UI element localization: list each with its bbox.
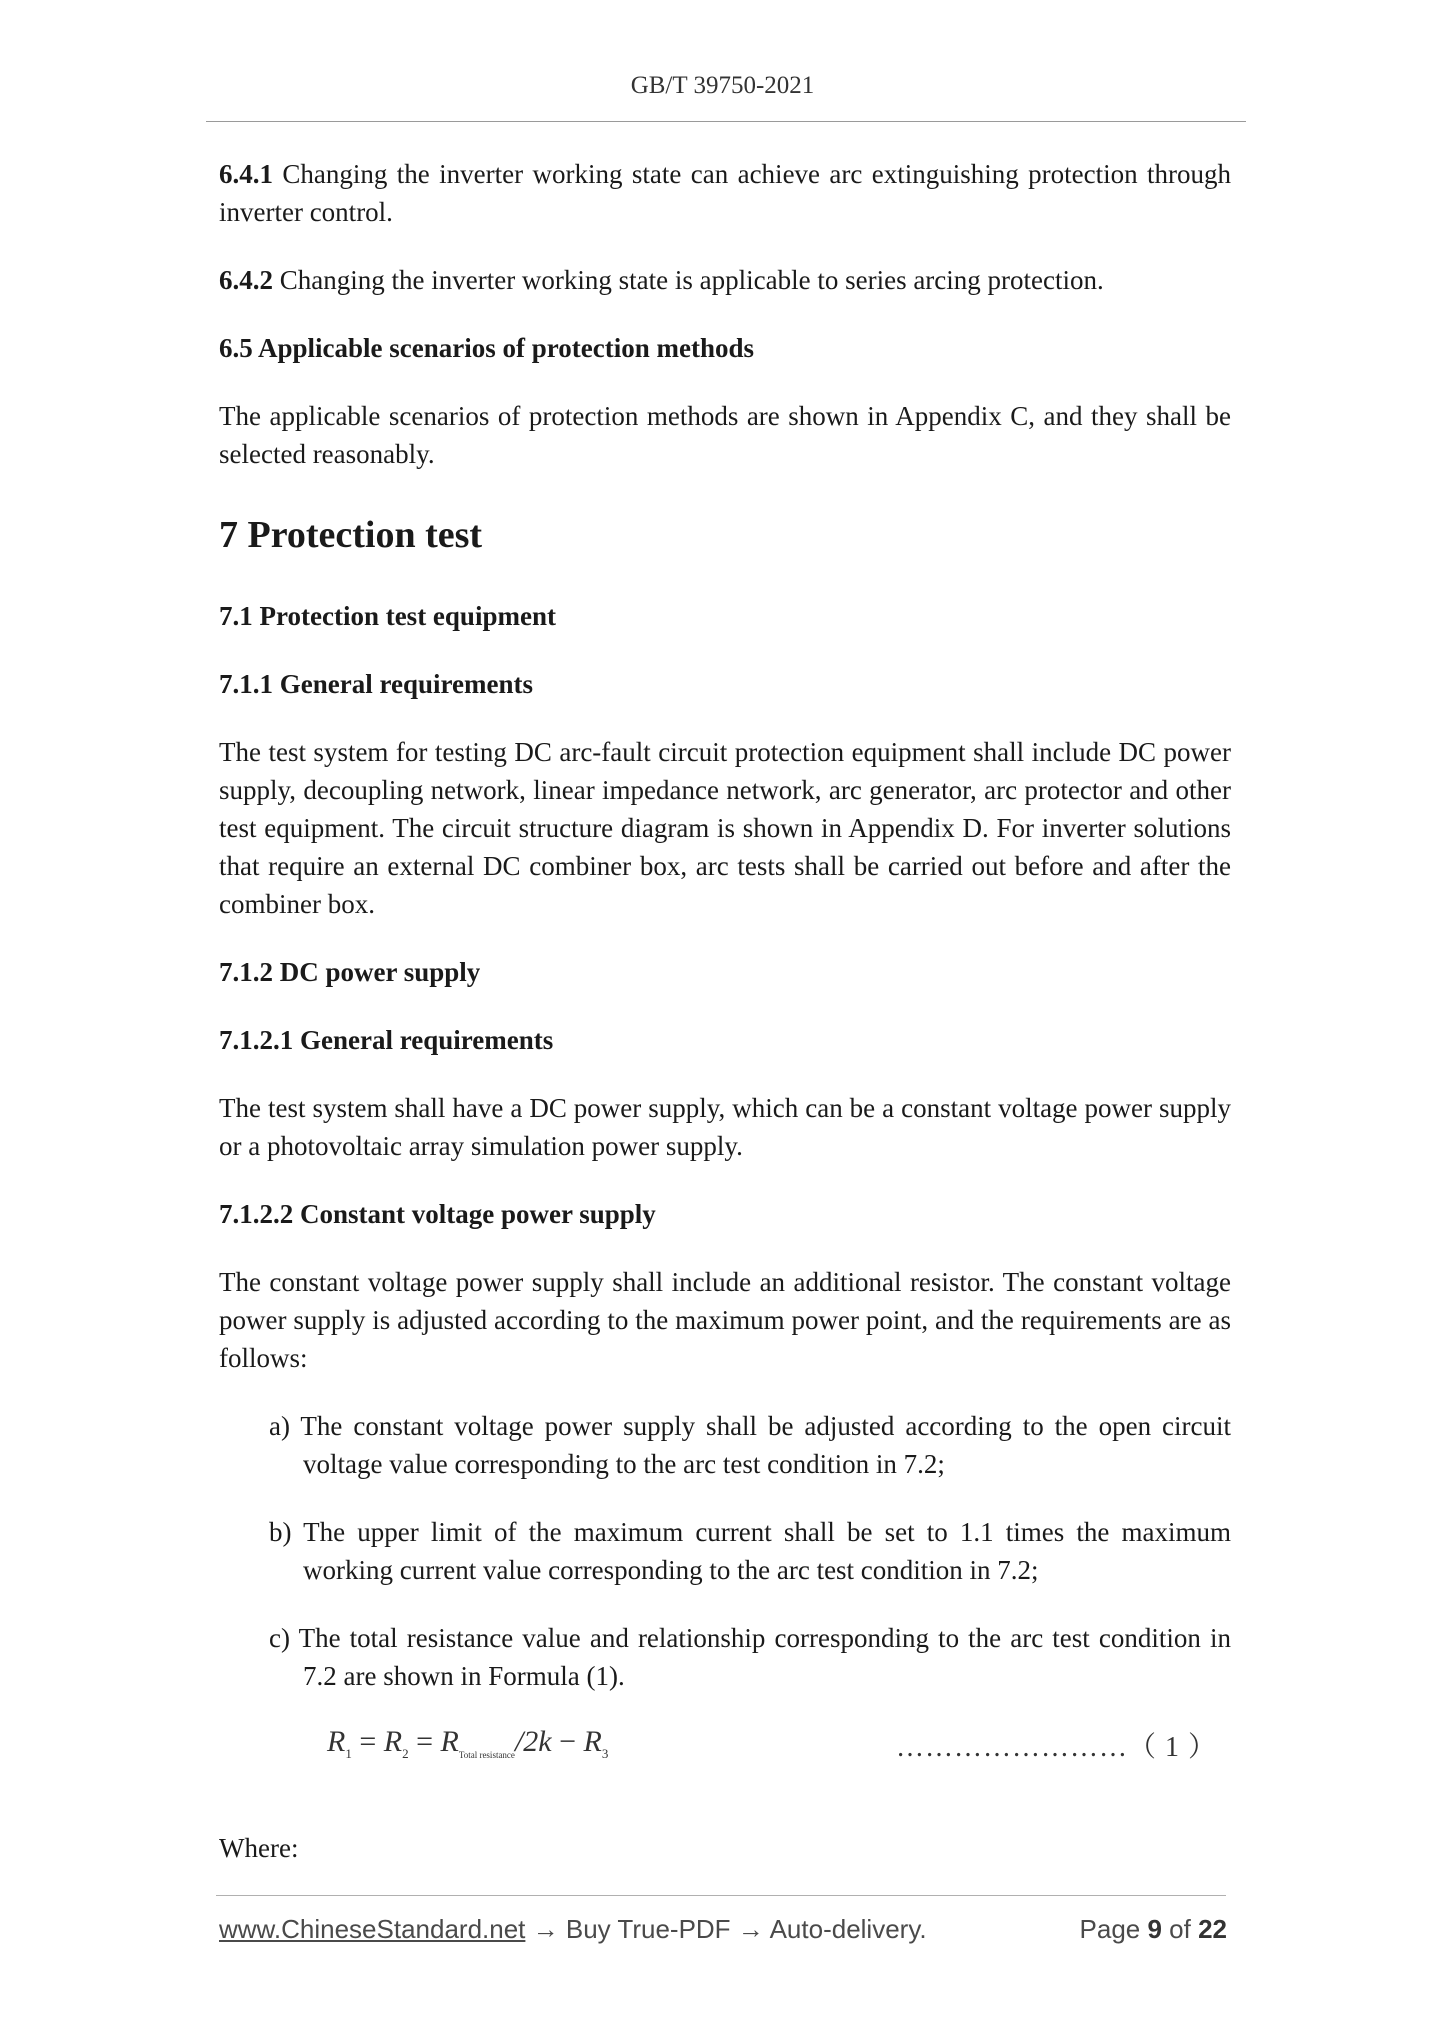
formula-1 (219, 1725, 1231, 1785)
clause-number: 6.4.2 (219, 265, 273, 295)
clause-text: Changing the inverter working state is applicable to series arcing protection. (273, 265, 1104, 295)
footer-divider (216, 1895, 1226, 1896)
formula-number: ……………………（ 1 ） (895, 1732, 1217, 1763)
paragraph-7-1-2-1: The test system shall have a DC power supply, which can be a constant voltage power supply or a photovoltaic array simulation power supply. (219, 1093, 1231, 1161)
paragraph-6-4-1 (219, 155, 1231, 231)
clause-number: 6.4.1 (219, 159, 273, 189)
buy-text: Buy True-PDF (565, 1914, 731, 1944)
list-item: a) The constant voltage power supply shall be adjusted according to the open circuit voltage value corresponding to the arc test condition in 7.2; (269, 1411, 1231, 1479)
arrow-icon: → (525, 1914, 566, 1944)
paragraph-6-5: The applicable scenarios of protection methods are shown in Appendix C, and they shall be selected reasonably. (219, 401, 1231, 469)
heading-7-1-2-2: 7.1.2.2 Constant voltage power supply (219, 1199, 656, 1229)
document-code: GB/T 39750-2021 (630, 72, 815, 99)
paragraph-7-1-1: The test system for testing DC arc-fault circuit protection equipment shall include DC power supply, decoupling network, linear impedance network, arc generator, arc protector and other test equipment. The circuit structure diagram is shown in Appendix D. For inverter solutions that require an external DC combiner box, arc tests shall be carried out before and after the combiner box. (219, 737, 1231, 919)
heading-6-5: 6.5 Applicable scenarios of protection methods (219, 333, 754, 363)
chapter-heading-7: 7 Protection test (219, 514, 483, 556)
heading-7-1-2-1: 7.1.2.1 General requirements (219, 1025, 554, 1055)
arrow-icon: → (730, 1914, 770, 1944)
heading-7-1-2: 7.1.2 DC power supply (219, 957, 481, 987)
paragraph-7-1-2-2: The constant voltage power supply shall include an additional resistor. The constant voltage power supply is adjusted according to the maximum power point, and the requirements are as follows: (219, 1267, 1231, 1373)
page-total: 22 (1198, 1914, 1227, 1944)
website-link[interactable]: www.ChineseStandard.net (219, 1914, 526, 1944)
heading-7-1: 7.1 Protection test equipment (219, 601, 556, 631)
footer (219, 1914, 1227, 1945)
formula-expression: $R_1 = R_2 = R_{Total resistance}/2k - R_3$ (327, 1725, 609, 1761)
page-indicator: Page 9 of 22 (1079, 1914, 1227, 1944)
delivery-text: Auto-delivery. (769, 1914, 927, 1944)
where-label: Where: (219, 1833, 299, 1863)
page-content (219, 155, 1231, 1897)
list-item: b) The upper limit of the maximum current shall be set to 1.1 times the maximum working current value corresponding to the arc test condition in 7.2; (269, 1517, 1231, 1585)
clause-text: Changing the inverter working state can achieve arc extinguishing protection through inverter control. (219, 159, 1231, 227)
page-number: 9 (1147, 1914, 1162, 1944)
paragraph-6-4-2 (219, 261, 1231, 299)
list-item: c) The total resistance value and relationship corresponding to the arc test condition in 7.2 are shown in Formula (1). (269, 1623, 1231, 1691)
header-divider (206, 121, 1246, 122)
heading-7-1-1: 7.1.1 General requirements (219, 669, 533, 699)
